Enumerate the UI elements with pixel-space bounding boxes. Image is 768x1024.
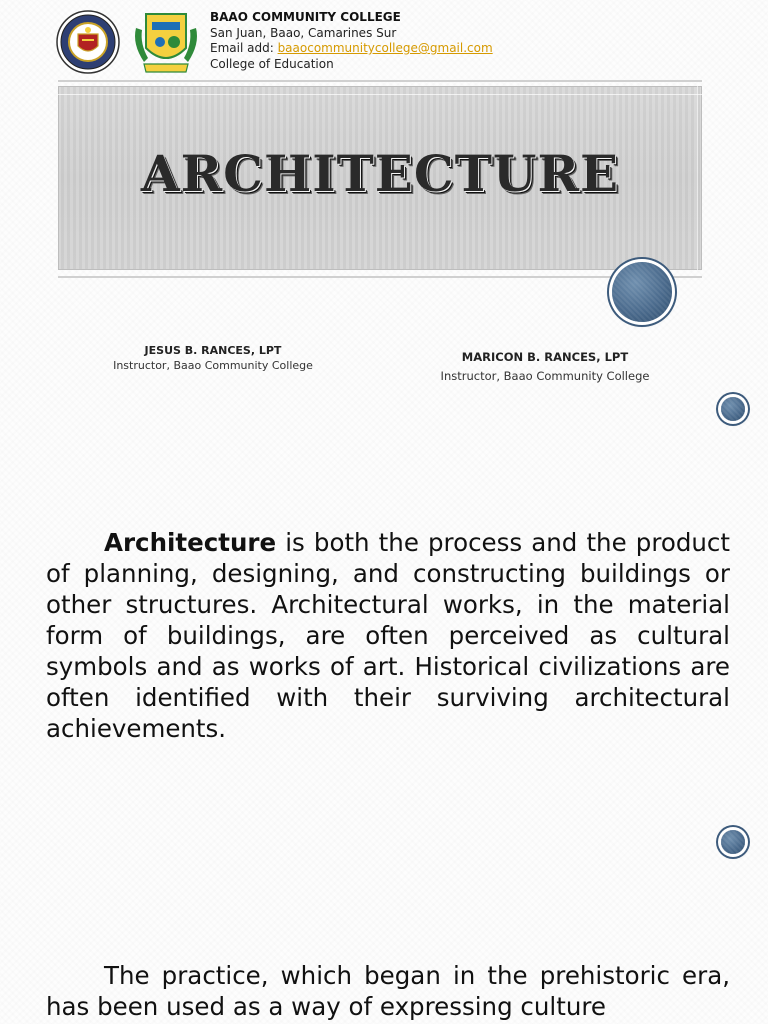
email-link[interactable]: baaocommunitycollege@gmail.com: [277, 41, 493, 55]
decorative-circle-small-1: [721, 397, 745, 421]
author-name: MARICON B. RANCES, LPT: [461, 350, 629, 364]
paragraph-definition: [46, 527, 730, 744]
author-block-2: [436, 350, 654, 383]
school-header: [210, 10, 493, 72]
school-name: BAAO COMMUNITY COLLEGE: [210, 10, 401, 24]
title-band: [58, 86, 702, 270]
author-block-1: [110, 344, 316, 372]
baao-community-college-logo: [56, 10, 120, 74]
paragraph-practice: The practice, which began in the prehistoric era, has been used as a way of expressing culture: [46, 961, 730, 1021]
email-line: [210, 41, 493, 57]
email-label: Email add:: [210, 41, 278, 55]
author-role: Instructor, Baao Community College: [113, 359, 313, 372]
college-of-education-logo: [130, 8, 202, 76]
term-architecture: Architecture: [104, 528, 277, 557]
page-title: ARCHITECTURE: [140, 144, 620, 203]
title-band-top-line: [58, 80, 702, 82]
title-band-bottom-line: [58, 276, 702, 278]
department-name: College of Education: [210, 56, 334, 71]
author-name: JESUS B. RANCES, LPT: [144, 344, 282, 357]
decorative-circle-small-2: [721, 830, 745, 854]
author-role: Instructor, Baao Community College: [440, 369, 650, 383]
school-address: San Juan, Baao, Camarines Sur: [210, 25, 397, 40]
decorative-circle-large: [612, 262, 672, 322]
paragraph-definition-text: is both the process and the product of planning, designing, and constructing buildings or other structures. Architectural works, in the material form of buildings, are often perceived as cultural symbols and as works of art. Historical civilizations are often identified with their surviving architectural achievements.: [46, 528, 730, 743]
